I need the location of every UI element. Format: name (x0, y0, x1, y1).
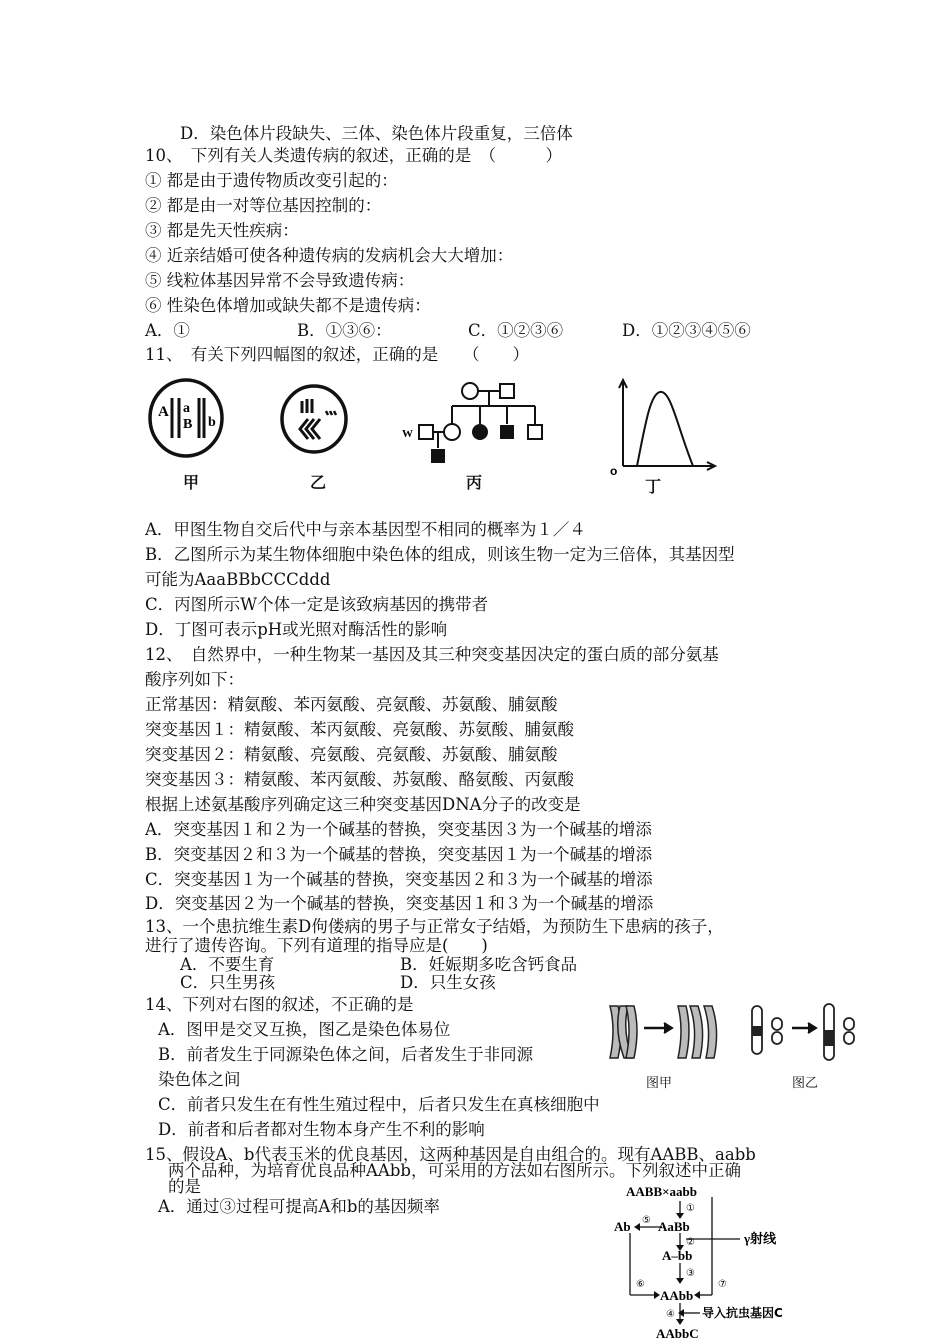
q12-mutant-1: 突变基因１：精氨酸、苯丙氨酸、亮氨酸、苏氨酸、脯氨酸 (145, 720, 574, 739)
q12-mutant-2: 突变基因２：精氨酸、亮氨酸、亮氨酸、苏氨酸、脯氨酸 (145, 745, 558, 764)
gene-label-A: A (158, 404, 169, 420)
q15-stem-line1: 15、假设A、b代表玉米的优良基因，这两种基因是自由组合的。现有AABB、aabb (145, 1145, 756, 1164)
q10-option-c: C．①②③⑥ (468, 321, 564, 340)
figure-yi-caption: 乙 (310, 473, 327, 492)
q12-question: 根据上述氨基酸序列确定这三种突变基因DNA分子的改变是 (145, 795, 581, 814)
q14-option-c: C．前者只发生在有性生殖过程中，后者只发生在真核细胞中 (158, 1095, 600, 1114)
flow-step-6: ⑥ (636, 1279, 645, 1290)
q13-stem-line2: 进行了遗传咨询。下列有道理的指导应是( ) (145, 936, 488, 955)
flow-aabb: AAbb (660, 1288, 694, 1303)
q13-option-c: C．只生男孩 (180, 973, 276, 992)
flow-f1: AaBb (658, 1219, 690, 1234)
flow-import-gene: 导入抗虫基因C (702, 1306, 783, 1320)
q14-option-d: D．前者和后者都对生物本身产生不利的影响 (158, 1120, 485, 1139)
q10-option-d: D．①②③④⑤⑥ (622, 321, 751, 340)
q14-option-a: A．图甲是交叉互换，图乙是染色体易位 (158, 1020, 451, 1039)
q12-option-a: A．突变基因１和２为一个碱基的替换，突变基因３为一个碱基的增添 (145, 820, 652, 839)
q10-item-4: ④ 近亲结婚可使各种遗传病的发病机会大大增加： (145, 246, 514, 265)
q15-breeding-flowchart (600, 1183, 820, 1341)
flow-haploid-ab: Ab (614, 1219, 631, 1234)
q11-option-c: C．丙图所示W个体一定是该致病基因的携带者 (145, 595, 489, 614)
q12-stem-line2: 酸序列如下： (145, 670, 244, 689)
q12-stem-line1: 12、 自然界中，一种生物某一基因及其三种突变基因决定的蛋白质的部分氨基 (145, 645, 719, 664)
q10-item-3: ③ 都是先天性疾病： (145, 221, 299, 240)
figure-ding-caption: 丁 (645, 477, 662, 496)
q14-stem: 14、下列对右图的叙述，不正确的是 (145, 995, 414, 1014)
flow-step-1: ① (686, 1203, 695, 1214)
flow-a-bb: A–bb (662, 1248, 693, 1263)
q11-stem: 11、 有关下列四幅图的叙述，正确的是 （ ） (145, 345, 529, 364)
q15-stem-line2: 两个品种，为培育优良品种AAbb，可采用的方法如右图所示。下列叙述中正确 (168, 1161, 741, 1180)
q10-item-2: ② 都是由一对等位基因控制的： (145, 196, 382, 215)
figure-jia-caption: 甲 (183, 473, 200, 492)
figure-jia-cell (146, 376, 230, 460)
gene-label-b: b (208, 415, 216, 430)
q13-option-a: A．不要生育 (180, 955, 275, 974)
origin-label: o (610, 464, 618, 476)
q12-normal-gene: 正常基因：精氨酸、苯丙氨酸、亮氨酸、苏氨酸、脯氨酸 (145, 695, 558, 714)
q11-option-a: A．甲图生物自交后代中与亲本基因型不相同的概率为１／４ (145, 520, 586, 539)
flow-gamma-ray: γ射线 (744, 1231, 777, 1246)
gene-label-a: a (183, 401, 190, 416)
q13-stem-line1: 13、一个患抗维生素D佝偻病的男子与正常女子结婚，为预防生下患病的孩子， (145, 917, 724, 936)
figure-bing-caption: 丙 (466, 473, 483, 492)
q14-option-b-line2: 染色体之间 (158, 1070, 241, 1089)
q12-option-b: B．突变基因２和３为一个碱基的替换，突变基因１为一个碱基的增添 (145, 845, 653, 864)
q13-option-b: B．妊娠期多吃含钙食品 (400, 955, 578, 974)
q11-option-b-line1: B．乙图所示为某生物体细胞中染色体的组成，则该生物一定为三倍体，其基因型 (145, 545, 735, 564)
q12-option-d: D．突变基因２为一个碱基的替换，突变基因１和３为一个碱基的增添 (145, 894, 654, 913)
flow-step-7: ⑦ (718, 1279, 727, 1290)
q9-option-d: D．染色体片段缺失、三体、染色体片段重复，三倍体 (180, 124, 573, 143)
q14-caption-yi: 图乙 (792, 1076, 819, 1091)
q15-option-a: A．通过③过程可提高A和b的基因频率 (158, 1197, 440, 1216)
q10-item-6: ⑥ 性染色体增加或缺失都不是遗传病： (145, 296, 431, 315)
flow-final: AAbbC (656, 1326, 699, 1341)
flow-parents: AABB×aabb (626, 1184, 697, 1199)
flow-step-5: ⑤ (642, 1215, 651, 1226)
q13-option-d: D．只生女孩 (400, 973, 496, 992)
q11-option-b-line2: 可能为AaaBBbCCCddd (145, 570, 331, 589)
q12-option-c: C．突变基因１为一个碱基的替换，突变基因２和３为一个碱基的增添 (145, 870, 653, 889)
q15-stem-line3: 的是 (168, 1177, 201, 1196)
flow-step-2: ② (686, 1237, 695, 1248)
figure-yi-cell (278, 383, 354, 459)
q10-item-1: ① 都是由于遗传物质改变引起的： (145, 171, 398, 190)
q11-option-d: D．丁图可表示pH或光照对酶活性的影响 (145, 620, 448, 639)
q12-mutant-3: 突变基因３：精氨酸、苯丙氨酸、苏氨酸、酪氨酸、丙氨酸 (145, 770, 574, 789)
q14-option-b-line1: B．前者发生于同源染色体之间，后者发生于非同源 (158, 1045, 534, 1064)
flow-step-3: ③ (686, 1268, 695, 1279)
q10-stem: 10、 下列有关人类遗传病的叙述，正确的是 （ ） (145, 146, 562, 165)
flow-step-4: ④ (666, 1309, 675, 1320)
gene-label-B: B (183, 417, 193, 432)
q10-option-a: A．① (145, 321, 190, 340)
figure-bing-pedigree (400, 378, 550, 468)
q14-chromosome-figure (602, 1000, 870, 1064)
q10-option-b: B．①③⑥： (297, 321, 392, 340)
figure-ding-curve (605, 376, 720, 476)
q14-caption-jia: 图甲 (646, 1076, 673, 1091)
w-individual-label: W (402, 428, 413, 440)
q10-item-5: ⑤ 线粒体基因异常不会导致遗传病： (145, 271, 415, 290)
